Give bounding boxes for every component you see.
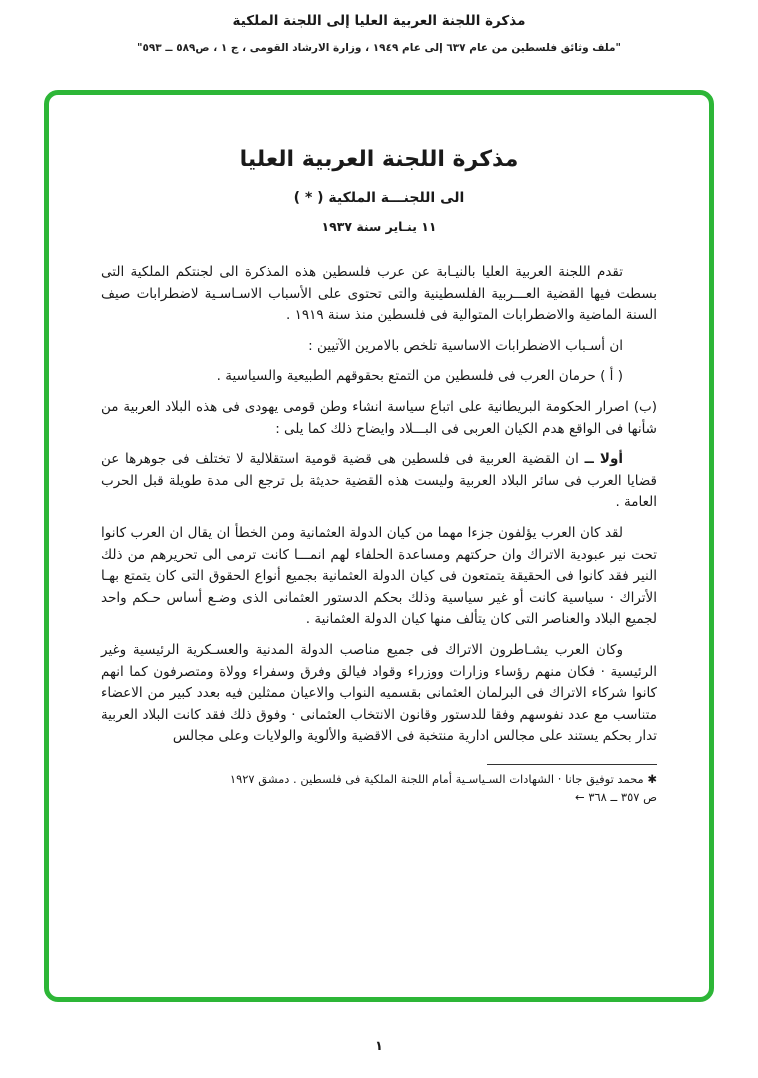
footnote-page-range: ص ٣٥٧ ــ ٣٦٨ ← xyxy=(575,789,657,804)
paragraph-text: ان القضية العربية فى فلسطين هى قضية قومية استقلالية لا تختلف فى جوهرها عن قضايا العرب فى سائر البلاد العربية وليست هذه القضية حديثة بل ترجع الى مدة طويلة قبل الحرب العامة . xyxy=(101,451,657,511)
paragraph-item-a xyxy=(101,366,657,388)
paragraph-text: (ب) اصرار الحكومة البريطانية على اتباع سياسة انشاء وطن قومى يهودى فى هذه البلاد العربية من شأنها فى الواقع هدم الكيان العربى فى البـــلاد وايضاح ذلك كما يلى : xyxy=(101,398,657,437)
paragraph-text: لقد كان العرب يؤلفون جزءا مهما من كيان الدولة العثمانية ومن الخطأ ان يقال ان العرب كانوا تحت نير عبودية الاتراك وان حركتهم ومساعدة الحلفاء لهم انمـــا كانت ترمى الى تحريرهم من ذلك النير فقد كانوا فى الحقيقة يتمتعون فى كيان الدولة العثمانية بجميع أنواع الحقوق التى كان يتمتع بهـا الأتراك · سياسية كانت أو غير سياسية وذلك بحكم الدستور العثمانى الذى وضـع أساس حـكم واحد لجميع البلاد والعناصر التى كان يتألف منها كيان الدولة العثمانية . xyxy=(101,524,657,628)
paragraph-arab-participation xyxy=(101,640,657,748)
paragraph-text: ( أ ) حرمان العرب فى فلسطين من التمتع بحقوقهم الطبيعية والسياسية . xyxy=(216,368,623,385)
header-source-citation: "ملف وثائق فلسطين من عام ٦٣٧ إلى عام ١٩٤٩ ، وزارة الارشاد القومى ، ج ١ ، ص٥٨٩ ــ ٥٩٣" xyxy=(136,42,622,54)
paragraph-text: ان أسـباب الاضطرابات الاساسية تلخص بالامرين الآتيين : xyxy=(308,337,623,354)
header-title: مذكرة اللجنة العربية العليا إلى اللجنة الملكية xyxy=(232,13,526,29)
paragraph-intro xyxy=(101,262,657,327)
paragraph-causes xyxy=(101,336,657,358)
document-body xyxy=(101,262,657,748)
paragraph-first-point xyxy=(101,449,657,514)
document-subtitle: الى اللجنـــة الملكية ( * ) xyxy=(293,190,465,206)
footnote-citation: ✱ محمد توفيق جانا · الشهادات السـياسـية أمام اللجنة الملكية فى فلسطين . دمشق ١٩٢٧ xyxy=(229,771,657,786)
paragraph-ottoman-state xyxy=(101,523,657,631)
footnote-separator-rule xyxy=(487,764,657,765)
paragraph-item-b xyxy=(101,397,657,440)
paragraph-text: وكان العرب يشـاطرون الاتراك فى جميع مناصب الدولة المدنية والعسـكرية الرئيسية وغير الرئيسية · فكان منهم رؤساء وزارات ووزراء وقواد فيالق وفرق وسفراء وولاة ومتصرفون كما انهم كانوا شركاء الاتراك فى البرلمان العثمانى بقسميه النواب والاعيان ممثلين فيه بعدد كبير من الاعضاء متناسب مع عدد نفوسهم وفقا للدستور وقانون الانتخاب العثمانى · وفوق ذلك فقد كانت البلاد العربية تدار بحكم يستند على مجالس ادارية منتخبة فى الاقضية والألوية والولايات وعلى مجالس xyxy=(101,641,657,745)
paragraph-text: تقدم اللجنة العربية العليا بالنيـابة عن عرب فلسطين هذه المذكرة الى لجنتكم الملكية التى بسطت فيها القضية العـــربية الفلسطينية والتى تحتوى على الأسباب الاسـاسـية لاضطرابات صيف السنة الماضية والاضطرابات المتوالية فى فلسطين منذ سنة ١٩١٩ . xyxy=(101,264,657,324)
footnote xyxy=(101,764,657,804)
document-title: مذكرة اللجنة العربية العليا xyxy=(239,147,519,172)
page-header xyxy=(0,0,758,54)
paragraph-lead: أولا ــ xyxy=(584,451,624,468)
green-border-frame xyxy=(44,90,714,1002)
document-date: ١١ ينـاير سنة ١٩٣٧ xyxy=(321,219,437,234)
page-number: ١ xyxy=(375,1039,383,1054)
